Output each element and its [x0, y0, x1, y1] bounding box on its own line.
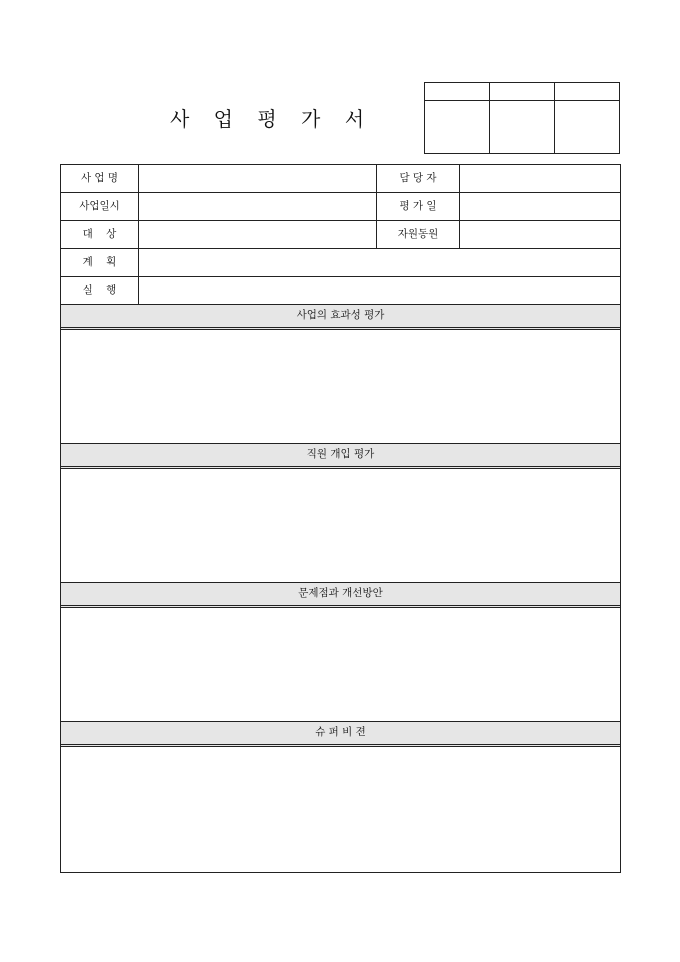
problems-section-header: 문제점과 개선방안	[61, 583, 620, 608]
staff-section-body[interactable]	[61, 469, 620, 583]
form-row	[61, 193, 620, 221]
execution-label: 실 행	[61, 277, 139, 304]
project-name-label: 사 업 명	[61, 165, 139, 192]
effectiveness-section-header: 사업의 효과성 평가	[61, 305, 620, 330]
eval-date-label: 평 가 일	[377, 193, 460, 220]
resources-label: 자원동원	[377, 221, 460, 248]
approval-column	[489, 83, 554, 153]
approval-box	[424, 82, 620, 154]
problems-section-body[interactable]	[61, 608, 620, 722]
approval-header-cell[interactable]	[490, 83, 554, 101]
manager-field[interactable]	[460, 165, 620, 192]
resources-field[interactable]	[460, 221, 620, 248]
form-row	[61, 277, 620, 305]
page-title: 사 업 평 가 서	[170, 107, 374, 131]
form-row	[61, 165, 620, 193]
eval-date-field[interactable]	[460, 193, 620, 220]
supervision-section-body[interactable]	[61, 747, 620, 861]
manager-label: 담 당 자	[377, 165, 460, 192]
datetime-label: 사업일시	[61, 193, 139, 220]
form-row	[61, 249, 620, 277]
staff-section-header: 직원 개입 평가	[61, 444, 620, 469]
form-row	[61, 221, 620, 249]
approval-signature-cell[interactable]	[555, 101, 619, 153]
plan-label: 계 획	[61, 249, 139, 276]
execution-field[interactable]	[139, 277, 620, 304]
approval-column	[554, 83, 619, 153]
target-label: 대 상	[61, 221, 139, 248]
datetime-field[interactable]	[139, 193, 377, 220]
plan-field[interactable]	[139, 249, 620, 276]
effectiveness-section-body[interactable]	[61, 330, 620, 444]
approval-signature-cell[interactable]	[425, 101, 489, 153]
approval-column	[425, 83, 489, 153]
evaluation-form	[60, 164, 621, 873]
approval-signature-cell[interactable]	[490, 101, 554, 153]
approval-header-cell[interactable]	[555, 83, 619, 101]
supervision-section-header: 슈 퍼 비 젼	[61, 722, 620, 747]
project-name-field[interactable]	[139, 165, 377, 192]
target-field[interactable]	[139, 221, 377, 248]
approval-header-cell[interactable]	[425, 83, 489, 101]
